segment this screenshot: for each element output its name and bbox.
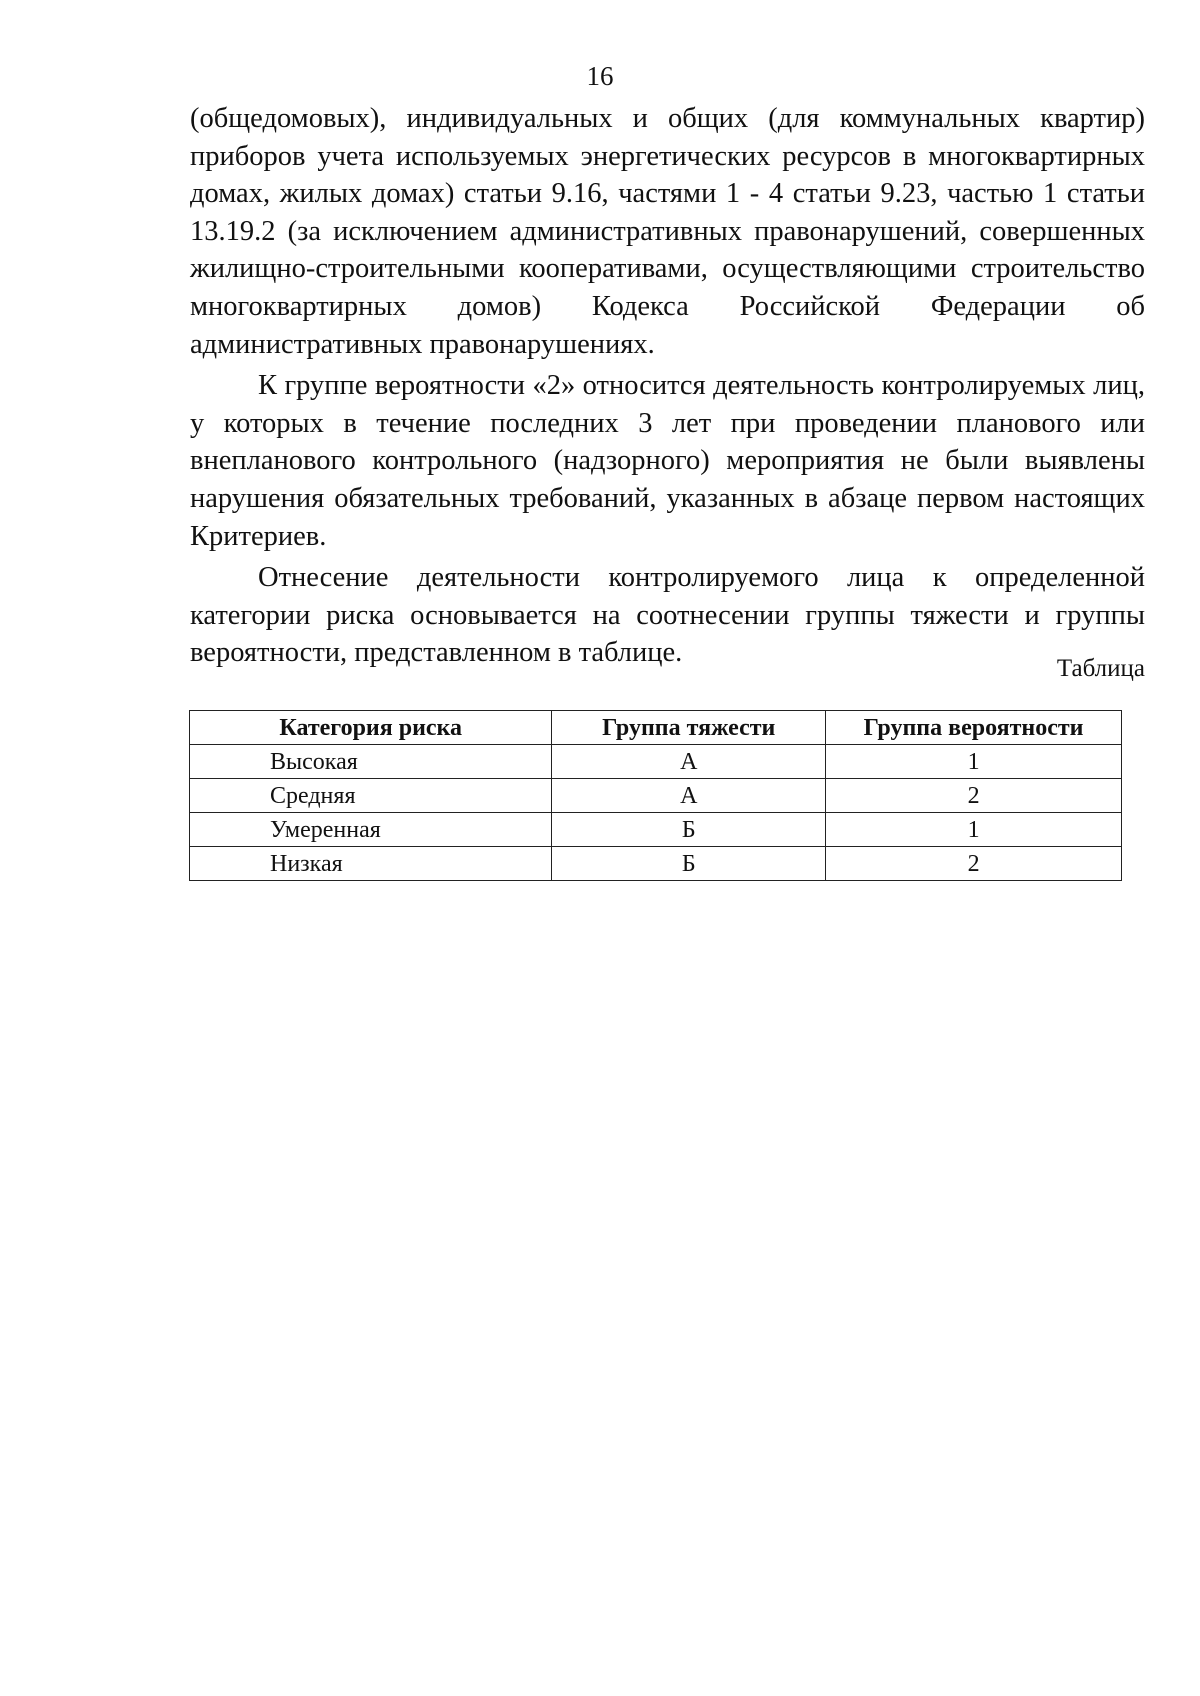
cell-probability-group: 1 [826,745,1122,779]
column-header-probability-group: Группа вероятности [826,711,1122,745]
table-row [190,847,1122,881]
cell-severity-group: Б [552,813,826,847]
document-body [190,100,1145,676]
paragraph-risk-category-assignment: Отнесение деятельности контролируемого лица к определенной категории риска основывается на соотнесении группы тяжести и группы вероятности, представленном в таблице. [190,562,1145,669]
cell-risk-category: Умеренная [190,813,552,847]
cell-risk-category: Высокая [190,745,552,779]
table-row [190,779,1122,813]
table-row [190,745,1122,779]
column-header-risk-category: Категория риска [190,711,552,745]
table-row [190,813,1122,847]
table-caption: Таблица [1056,655,1145,682]
cell-probability-group: 2 [826,847,1122,881]
cell-severity-group: А [552,745,826,779]
paragraph-probability-group-2: К группе вероятности «2» относится деятельность контролируемых лиц, у которых в течение последних 3 лет при проведении планового или внепланового контрольного (надзорного) мероприятия не были выявлены нарушения обязательных требований, указанных в абзаце первом настоящих Критериев. [190,370,1145,552]
risk-category-table [189,710,1122,881]
page-number: 16 [586,61,614,91]
paragraph-continuation: (общедомовых), индивидуальных и общих (для коммунальных квартир) приборов учета используемых энергетических ресурсов в многоквартирных домах, жилых домах) статьи 9.16, частями 1 - 4 статьи 9.23, частью 1 статьи 13.19.2 (за исключением административных правонарушений, совершенных жилищно-строительными кооперативами, осуществляющими строительство многоквартирных домов) Кодекса Российской Федерации об административных правонарушениях. [190,103,1145,360]
cell-severity-group: А [552,779,826,813]
table-header-row [190,711,1122,745]
column-header-severity-group: Группа тяжести [552,711,826,745]
cell-severity-group: Б [552,847,826,881]
cell-probability-group: 1 [826,813,1122,847]
cell-risk-category: Низкая [190,847,552,881]
cell-risk-category: Средняя [190,779,552,813]
cell-probability-group: 2 [826,779,1122,813]
